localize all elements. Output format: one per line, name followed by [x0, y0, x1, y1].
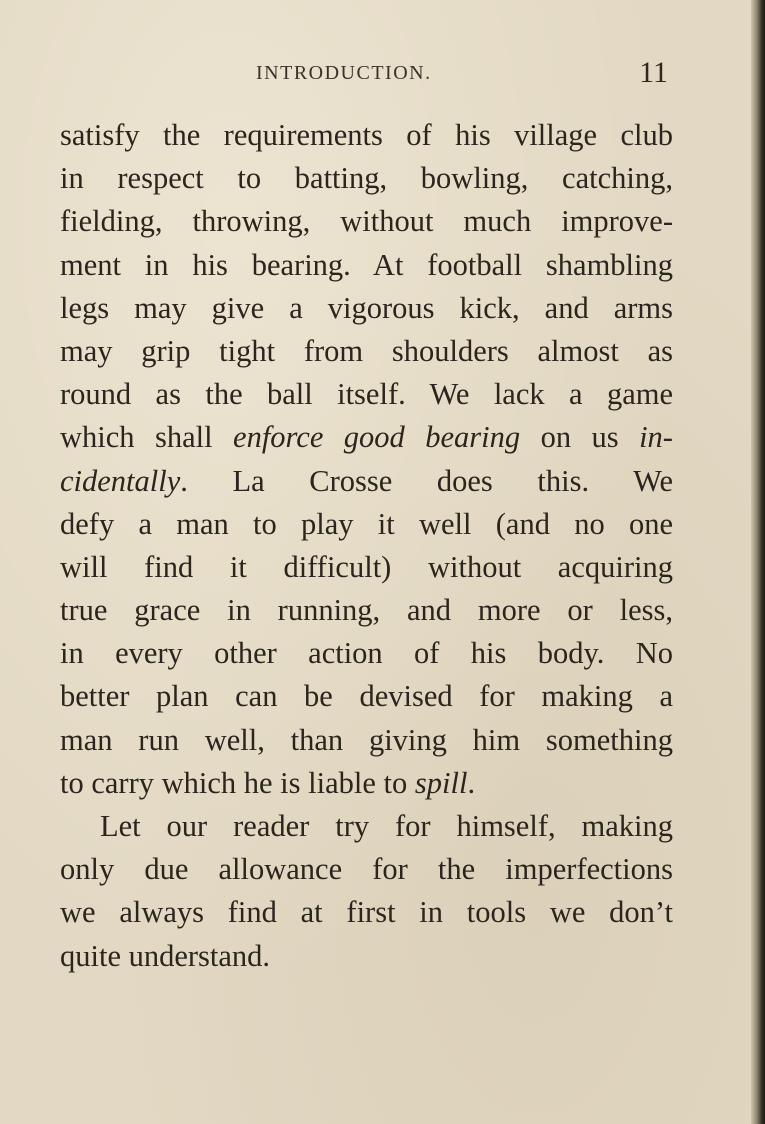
text-line: in every other action of his body. No: [60, 636, 673, 671]
text-line: legs may give a vigorous kick, and arms: [60, 290, 673, 325]
text-line: may grip tight from shoulders almost as: [60, 333, 673, 368]
italic-emphasis: cidentally: [60, 463, 181, 498]
text-line: round as the ball itself. We lack a game: [60, 377, 673, 412]
text-line: will find it difficult) without acquiring: [60, 549, 673, 584]
text-line: [60, 762, 673, 805]
text-line: satisfy the requirements of his village club: [60, 118, 673, 152]
text-line: [60, 460, 673, 503]
text-line: defy a man to play it well (and no one: [60, 506, 673, 541]
running-head: INTRODUCTION.: [256, 62, 432, 84]
text-line: only due allowance for the imperfections: [60, 852, 673, 887]
italic-emphasis: enforce good bearing: [233, 420, 521, 455]
text-line: better plan can be devised for making a: [60, 679, 673, 714]
italic-emphasis: spill: [414, 765, 468, 800]
page-edge-shadow: [751, 0, 765, 1124]
text-run: which shall: [60, 420, 234, 455]
text-run: on us: [520, 420, 640, 455]
body-text: [60, 114, 673, 978]
italic-emphasis: in-: [639, 420, 673, 455]
text-run: to carry which he is liable to: [60, 765, 415, 800]
text-line: in respect to batting, bowling, catching,: [60, 161, 673, 196]
text-line: man run well, than giving him something: [60, 722, 673, 757]
text-line: fielding, throwing, without much improve-: [60, 204, 673, 239]
text-line: quite understand.: [60, 938, 271, 973]
page-header: [256, 58, 676, 94]
text-line: we always find at first in tools we don’t: [60, 895, 673, 930]
text-line: Let our reader try for himself, making: [100, 809, 673, 843]
text-run: .: [467, 765, 476, 800]
text-line: ment in his bearing. At football shambling: [60, 247, 673, 282]
text-line: true grace in running, and more or less,: [60, 593, 673, 628]
page-number: 11: [639, 56, 668, 89]
text-run: . La Crosse does this. We: [180, 463, 673, 498]
text-line: [60, 416, 673, 459]
